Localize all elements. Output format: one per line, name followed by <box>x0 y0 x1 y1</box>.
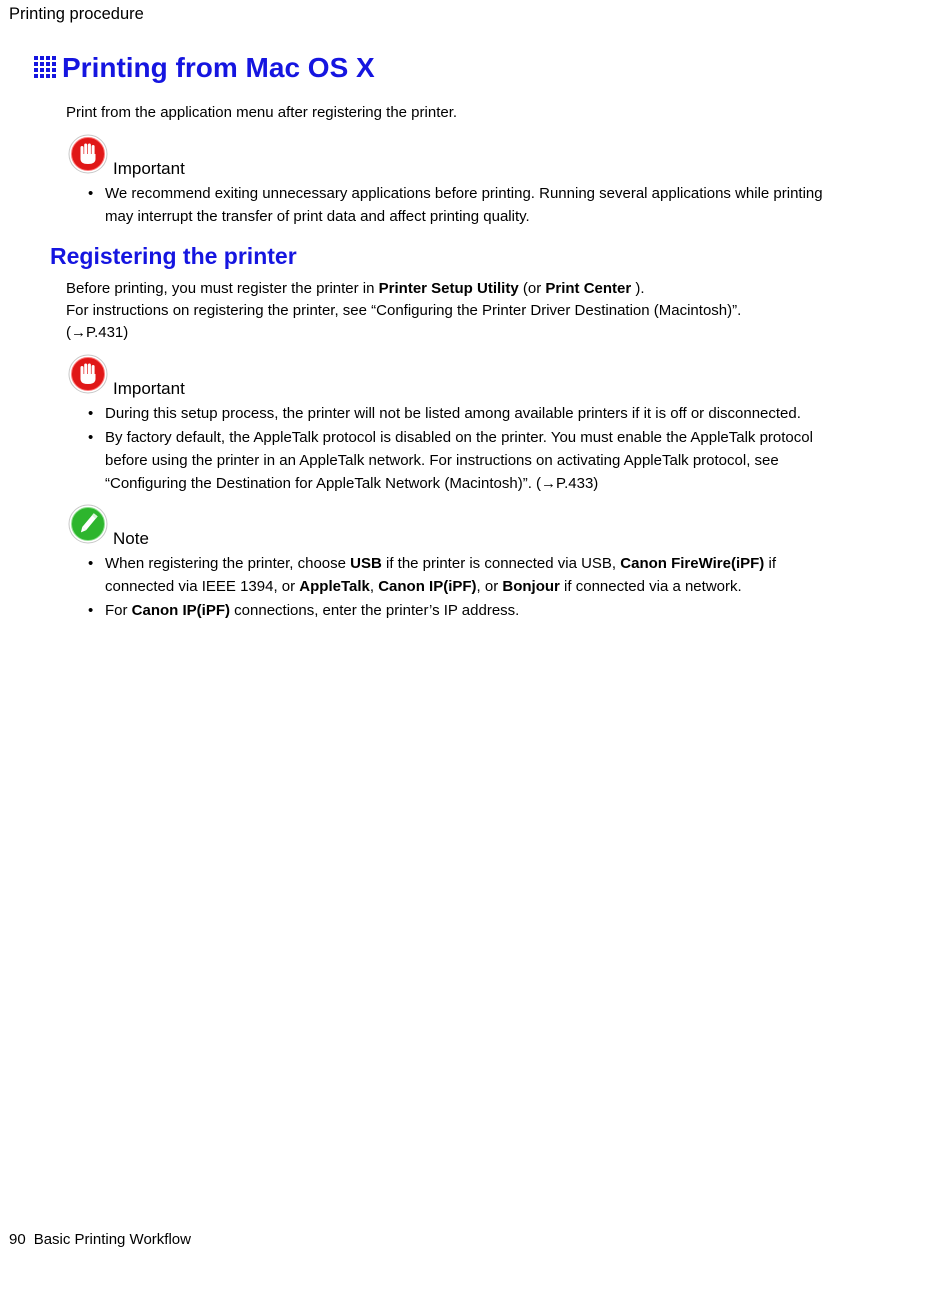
important-label: Important <box>113 159 185 178</box>
important-list-1 <box>68 182 848 228</box>
page-title <box>34 54 375 82</box>
printer-setup-utility-term: Printer Setup Utility <box>378 280 519 297</box>
list-item: • During this setup process, the printer will not be listed among available printers if it is off or disconnected. <box>68 402 848 425</box>
note-callout <box>68 504 848 623</box>
note-list <box>68 552 848 622</box>
footer-section-name: Basic Printing Workflow <box>33 1231 191 1248</box>
important-label: Important <box>113 379 185 398</box>
page-title-text: Printing from Mac OS X <box>62 52 375 83</box>
running-header: Printing procedure <box>9 5 144 23</box>
important-callout-2 <box>68 354 848 496</box>
page-number: 90 <box>9 1231 26 1248</box>
note-label: Note <box>113 529 149 548</box>
section-paragraph-1: Before printing, you must register the printer in Printer Setup Utility (or Print Center ). <box>66 280 645 297</box>
important-list-2 <box>68 402 848 495</box>
print-center-term: Print Center <box>545 280 632 297</box>
list-item: • By factory default, the AppleTalk protocol is disabled on the printer. You must enable the AppleTalk protocol before using the printer in an AppleTalk network. For instructions on activating AppleTalk protocol, see “Configuring the Destination for AppleTalk Network (Macintosh)”. (→P.433) <box>68 426 848 495</box>
important-callout-1 <box>68 134 848 229</box>
pencil-icon <box>68 504 108 544</box>
grid-icon <box>34 56 56 78</box>
section-title: Registering the printer <box>50 243 297 269</box>
page-footer <box>9 1231 191 1248</box>
page-reference-link[interactable]: (→P.431) <box>66 324 129 341</box>
list-item: • For Canon IP(iPF) connections, enter the printer’s IP address. <box>68 599 848 622</box>
stop-hand-icon <box>68 134 108 174</box>
section-body <box>66 278 866 344</box>
intro-text: Print from the application menu after registering the printer. <box>66 104 458 121</box>
list-item: • When registering the printer, choose USB if the printer is connected via USB, Canon FireWire(iPF) if connected via IEEE 1394, or AppleTalk, Canon IP(iPF), or Bonjour if connected via a network. <box>68 552 848 598</box>
stop-hand-icon <box>68 354 108 394</box>
list-item: • We recommend exiting unnecessary applications before printing. Running several applications while printing may interrupt the transfer of print data and affect printing quality. <box>68 182 848 228</box>
section-paragraph-2: For instructions on registering the printer, see “Configuring the Printer Driver Destination (Macintosh)”. <box>66 302 742 319</box>
